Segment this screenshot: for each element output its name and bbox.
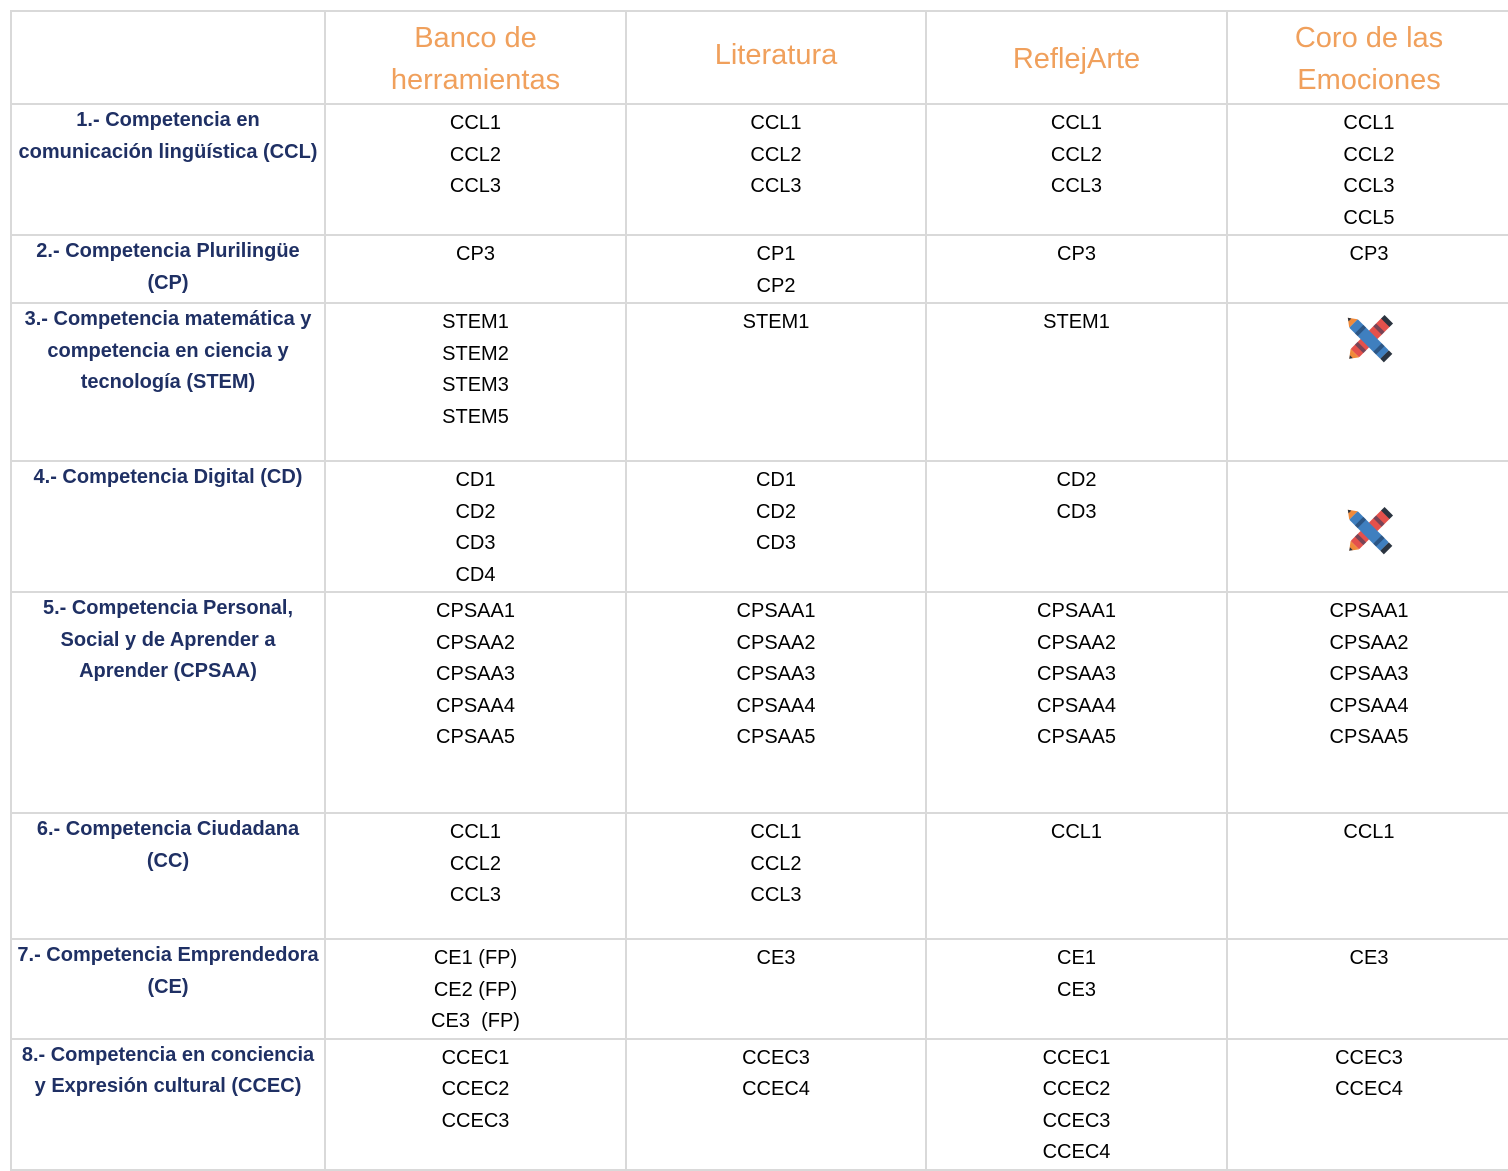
descriptor-code: CPSAA5	[736, 726, 816, 748]
descriptor-code: CCL1	[1050, 112, 1103, 134]
competencia-cell	[626, 303, 926, 461]
descriptor-code: CCEC1	[1042, 1046, 1111, 1069]
descriptor-code: CCEC4	[1042, 1141, 1111, 1163]
descriptor-code: CCL1	[449, 821, 502, 843]
table-row	[11, 813, 1508, 939]
competencia-cell	[325, 235, 626, 303]
descriptor-code: CCEC2	[1042, 1078, 1111, 1100]
competencia-cell	[926, 1039, 1227, 1170]
table-row	[11, 303, 1508, 461]
descriptor-code: CCL2	[750, 143, 802, 166]
competencia-cell	[626, 104, 926, 235]
descriptor-code: CCEC3	[441, 1109, 510, 1132]
table-row	[11, 104, 1508, 235]
descriptor-code: CCEC2	[441, 1078, 510, 1100]
table-row	[11, 1039, 1508, 1170]
descriptor-code: CCL1	[1343, 821, 1395, 843]
descriptor-code: CPSAA1	[1329, 600, 1409, 622]
competencia-label: 7.- Competencia Emprendedora (CE)	[11, 939, 325, 1039]
descriptor-code: CE2 (FP)	[433, 978, 518, 1001]
competencia-label: 2.- Competencia Plurilingüe (CP)	[11, 235, 325, 303]
descriptor-code: STEM3	[442, 374, 509, 396]
descriptor-code: CCL2	[750, 852, 802, 875]
descriptor-code: CCL3	[1343, 175, 1395, 197]
descriptor-code: CPSAA1	[1037, 600, 1116, 622]
descriptor-code: CPSAA2	[436, 631, 515, 654]
competencia-cell	[926, 461, 1227, 592]
descriptor-code: CCL1	[1343, 112, 1395, 134]
descriptor-code: CE3 (FP)	[431, 1010, 520, 1032]
crossed-crayons-icon	[1339, 501, 1399, 561]
competencia-cell	[926, 235, 1227, 303]
competencia-label: 3.- Competencia matemática y competencia en ciencia y tecnología (STEM)	[11, 303, 325, 461]
descriptor-code: CD4	[455, 563, 496, 586]
table-row	[11, 592, 1508, 813]
descriptor-code: CPSAA1	[736, 600, 816, 622]
crossed-crayons-icon	[1339, 309, 1399, 369]
descriptor-code: CD1	[755, 469, 796, 491]
descriptor-code: CCL1	[750, 112, 802, 134]
descriptor-code: CP3	[456, 243, 495, 265]
competencia-cell	[926, 303, 1227, 461]
descriptor-code: CCEC3	[1335, 1046, 1403, 1069]
descriptor-code: CCL2	[449, 852, 502, 875]
competencia-cell	[325, 104, 626, 235]
competencia-cell	[626, 461, 926, 592]
competencias-table	[10, 10, 1508, 1171]
descriptor-code: CCEC3	[742, 1046, 810, 1069]
descriptor-code: CCL2	[449, 143, 502, 166]
descriptor-code: CPSAA4	[1037, 694, 1116, 717]
competencia-cell	[626, 235, 926, 303]
descriptor-code: CCL3	[750, 175, 802, 197]
competencia-cell	[325, 939, 626, 1039]
descriptor-code: CD2	[755, 500, 796, 523]
competencia-label: 6.- Competencia Ciudadana (CC)	[11, 813, 325, 939]
descriptor-code: CPSAA4	[1329, 694, 1409, 717]
competencia-cell	[626, 813, 926, 939]
table-row	[11, 461, 1508, 592]
descriptor-code: STEM5	[442, 405, 509, 428]
competencia-label: 1.- Competencia en comunicación lingüística (CCL)	[11, 104, 325, 235]
descriptor-code: CCL1	[449, 112, 502, 134]
descriptor-code: CCEC4	[1335, 1078, 1403, 1100]
competencia-label: 4.- Competencia Digital (CD)	[11, 461, 325, 592]
descriptor-code: CCEC3	[1042, 1109, 1111, 1132]
descriptor-code: STEM2	[442, 342, 509, 365]
descriptor-code: CCL2	[1343, 143, 1395, 166]
descriptor-code: CD3	[455, 532, 496, 554]
descriptor-code: CCEC1	[441, 1046, 510, 1069]
descriptor-code: CPSAA2	[1037, 631, 1116, 654]
table-row	[11, 939, 1508, 1039]
competencia-cell	[926, 813, 1227, 939]
competencia-cell	[325, 592, 626, 813]
descriptor-code: CP3	[1057, 243, 1096, 265]
descriptor-code: CD2	[455, 500, 496, 523]
descriptor-code: CE3	[1349, 947, 1389, 969]
competencia-cell	[1227, 939, 1508, 1039]
descriptor-code: CCL3	[1050, 175, 1103, 197]
competencia-cell	[325, 461, 626, 592]
descriptor-code: CCL1	[1050, 821, 1103, 843]
competencia-cell	[1227, 1039, 1508, 1170]
descriptor-code: CP1	[756, 243, 796, 265]
header-literatura: Literatura	[626, 11, 926, 104]
competencia-cell	[926, 592, 1227, 813]
competencia-cell	[1227, 104, 1508, 235]
descriptor-code: CD1	[455, 469, 496, 491]
competencia-cell	[1227, 303, 1508, 461]
competencia-cell	[926, 104, 1227, 235]
header-row	[11, 11, 1508, 104]
competencia-cell	[626, 1039, 926, 1170]
descriptor-code: CE1	[1057, 947, 1096, 969]
descriptor-code: CPSAA5	[1037, 726, 1116, 748]
competencia-cell	[325, 813, 626, 939]
competencia-cell	[926, 939, 1227, 1039]
header-corner	[11, 11, 325, 104]
competencia-cell	[1227, 461, 1508, 592]
descriptor-code: CP2	[756, 274, 796, 297]
descriptor-code: CE1 (FP)	[433, 947, 518, 969]
descriptor-code: CCL5	[1343, 206, 1395, 229]
descriptor-code: CPSAA1	[436, 600, 515, 622]
descriptor-code: CCL2	[1050, 143, 1103, 166]
table-row	[11, 235, 1508, 303]
descriptor-code: CE3	[1057, 978, 1096, 1001]
descriptor-code: CCEC4	[742, 1078, 810, 1100]
descriptor-code: CCL3	[750, 884, 802, 906]
descriptor-code: CD3	[1056, 500, 1097, 523]
descriptor-code: CCL3	[449, 884, 502, 906]
header-coro-de-las-emociones: Coro de las Emociones	[1227, 11, 1508, 104]
competencia-cell	[626, 592, 926, 813]
descriptor-code: STEM1	[1043, 311, 1110, 333]
competencia-label: 8.- Competencia en conciencia y Expresión cultural (CCEC)	[11, 1039, 325, 1170]
descriptor-code: STEM1	[442, 311, 509, 333]
competencia-cell	[1227, 592, 1508, 813]
descriptor-code: CD3	[755, 532, 796, 554]
competencia-cell	[325, 1039, 626, 1170]
descriptor-code: CCL3	[449, 175, 502, 197]
descriptor-code: CPSAA2	[1329, 631, 1409, 654]
descriptor-code: CPSAA3	[436, 663, 515, 685]
descriptor-code: CCL1	[750, 821, 802, 843]
descriptor-code: CPSAA2	[736, 631, 816, 654]
competencia-cell	[1227, 235, 1508, 303]
descriptor-code: CP3	[1349, 243, 1389, 265]
descriptor-code: CPSAA5	[436, 726, 515, 748]
competencia-cell	[325, 303, 626, 461]
header-reflejarte: ReflejArte	[926, 11, 1227, 104]
descriptor-code: CPSAA4	[436, 694, 515, 717]
competencia-cell	[626, 939, 926, 1039]
descriptor-code: CPSAA5	[1329, 726, 1409, 748]
header-banco-de-herramientas: Banco de herramientas	[325, 11, 626, 104]
descriptor-code: CD2	[1056, 469, 1097, 491]
competencia-label: 5.- Competencia Personal, Social y de Aprender a Aprender (CPSAA)	[11, 592, 325, 813]
descriptor-code: CPSAA3	[736, 663, 816, 685]
descriptor-code: CPSAA4	[736, 694, 816, 717]
descriptor-code: CPSAA3	[1329, 663, 1409, 685]
descriptor-code: CE3	[756, 947, 796, 969]
descriptor-code: STEM1	[742, 311, 810, 333]
competencia-cell	[1227, 813, 1508, 939]
descriptor-code: CPSAA3	[1037, 663, 1116, 685]
